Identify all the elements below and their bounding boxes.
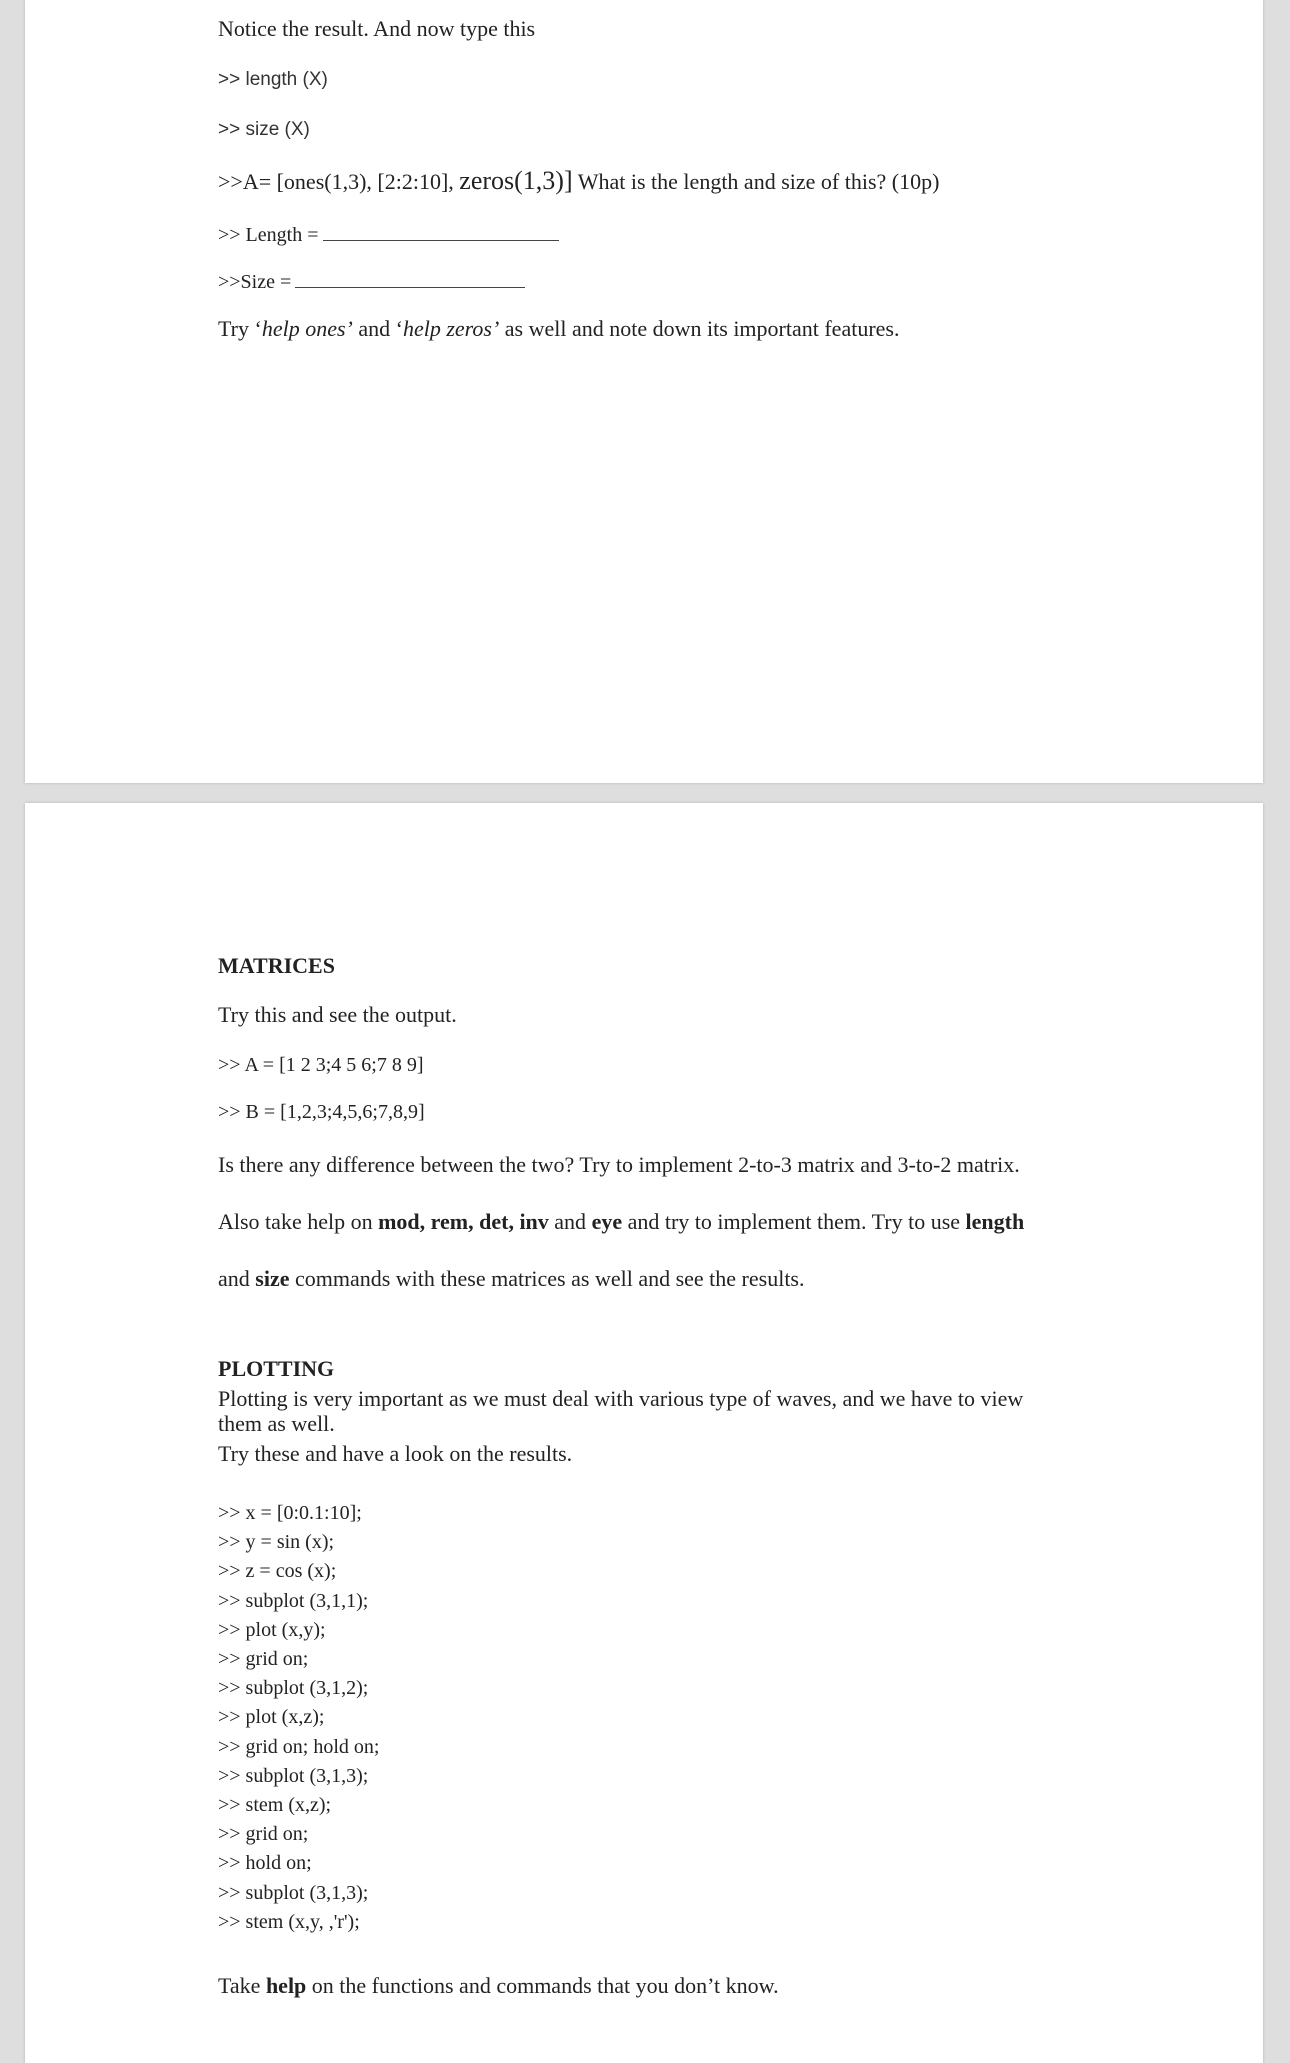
code-A-prefix: >>A= [ones(1,3), [2:2:10],	[218, 169, 460, 194]
matrices-heading: MATRICES	[218, 953, 335, 978]
code-line: >> y = sin (x);	[218, 1531, 335, 1554]
try-help-text-b: and ‘	[352, 316, 403, 341]
plotting-paragraph-line-1: Plotting is very important as we must deal with various type of waves, and we have to view	[218, 1386, 1024, 1411]
code-line: >> stem (x,y, ,'r');	[218, 1910, 360, 1933]
also-help-line	[218, 1211, 1024, 1233]
try-this-line: Try this and see the output.	[218, 1002, 457, 1027]
try-help-text-a: Try ‘	[218, 316, 262, 341]
plotting-try-line: Try these and have a look on the results.	[218, 1441, 573, 1466]
try-help-text-c: as well and note down its important features.	[499, 316, 900, 341]
document-page-2	[25, 803, 1263, 2063]
try-help-line	[218, 318, 899, 340]
also-help-text-a: Also take help on	[218, 1209, 379, 1234]
difference-question: Is there any difference between the two? Try to implement 2-to-3 matrix and 3-to-2 matrix.	[218, 1152, 1020, 1177]
help-zeros-text: help zeros’	[402, 316, 500, 341]
code-line: >> subplot (3,1,3);	[218, 1881, 369, 1904]
code-line: >> subplot (3,1,2);	[218, 1677, 369, 1700]
document-page-1	[25, 0, 1263, 783]
question-text: What is the length and size of this? (10p)	[572, 169, 940, 194]
code-line: >> x = [0:0.1:10];	[218, 1502, 362, 1524]
code-line: >> plot (x,y);	[218, 1618, 326, 1641]
code-size-command: >> size (X)	[218, 119, 310, 140]
plotting-paragraph-line-2: them as well.	[218, 1411, 335, 1436]
take-help-line	[218, 1975, 779, 1997]
take-help-text-a: Take	[218, 1973, 266, 1998]
code-line: >> plot (x,z);	[218, 1706, 325, 1729]
code-line: >> z = cos (x);	[218, 1560, 337, 1583]
code-matrix-A: >> A = [1 2 3;4 5 6;7 8 9]	[218, 1054, 424, 1076]
size-label: >>Size =	[218, 271, 292, 293]
help-ones-text: help ones’	[261, 316, 353, 341]
take-help-text-b: on the functions and commands that you don’t know.	[306, 1973, 779, 1998]
also-help-text-b: and	[548, 1209, 592, 1234]
code-line: >> hold on;	[218, 1852, 312, 1875]
question-line	[218, 168, 939, 194]
code-line: >> grid on; hold on;	[218, 1735, 380, 1758]
and-size-line	[218, 1268, 805, 1290]
and-size-text-a: and	[218, 1266, 256, 1291]
help-functions-bold: mod, rem, det, inv	[378, 1209, 549, 1234]
length-blank	[323, 239, 559, 241]
help-eye-bold: eye	[591, 1209, 623, 1234]
instruction-line: Notice the result. And now type this	[218, 16, 536, 41]
plotting-heading: PLOTTING	[218, 1356, 335, 1381]
help-size-bold: size	[255, 1266, 290, 1291]
size-blank	[295, 286, 525, 288]
code-matrix-B: >> B = [1,2,3;4,5,6;7,8,9]	[218, 1101, 425, 1123]
code-line: >> subplot (3,1,3);	[218, 1764, 369, 1787]
and-size-text-b: commands with these matrices as well and see the results.	[289, 1266, 805, 1291]
code-line: >> grid on;	[218, 1823, 309, 1846]
also-help-text-c: and try to implement them. Try to use	[622, 1209, 966, 1234]
take-help-bold: help	[265, 1973, 307, 1998]
code-length-command: >> length (X)	[218, 69, 328, 90]
code-line: >> subplot (3,1,1);	[218, 1589, 369, 1612]
code-line: >> stem (x,z);	[218, 1794, 332, 1816]
code-line: >> grid on;	[218, 1648, 309, 1670]
help-length-bold: length	[965, 1209, 1025, 1234]
code-A-zeros: zeros(1,3)]	[459, 166, 573, 195]
length-answer-line	[218, 225, 559, 245]
size-answer-line	[218, 272, 525, 292]
length-label: >> Length =	[218, 224, 319, 246]
